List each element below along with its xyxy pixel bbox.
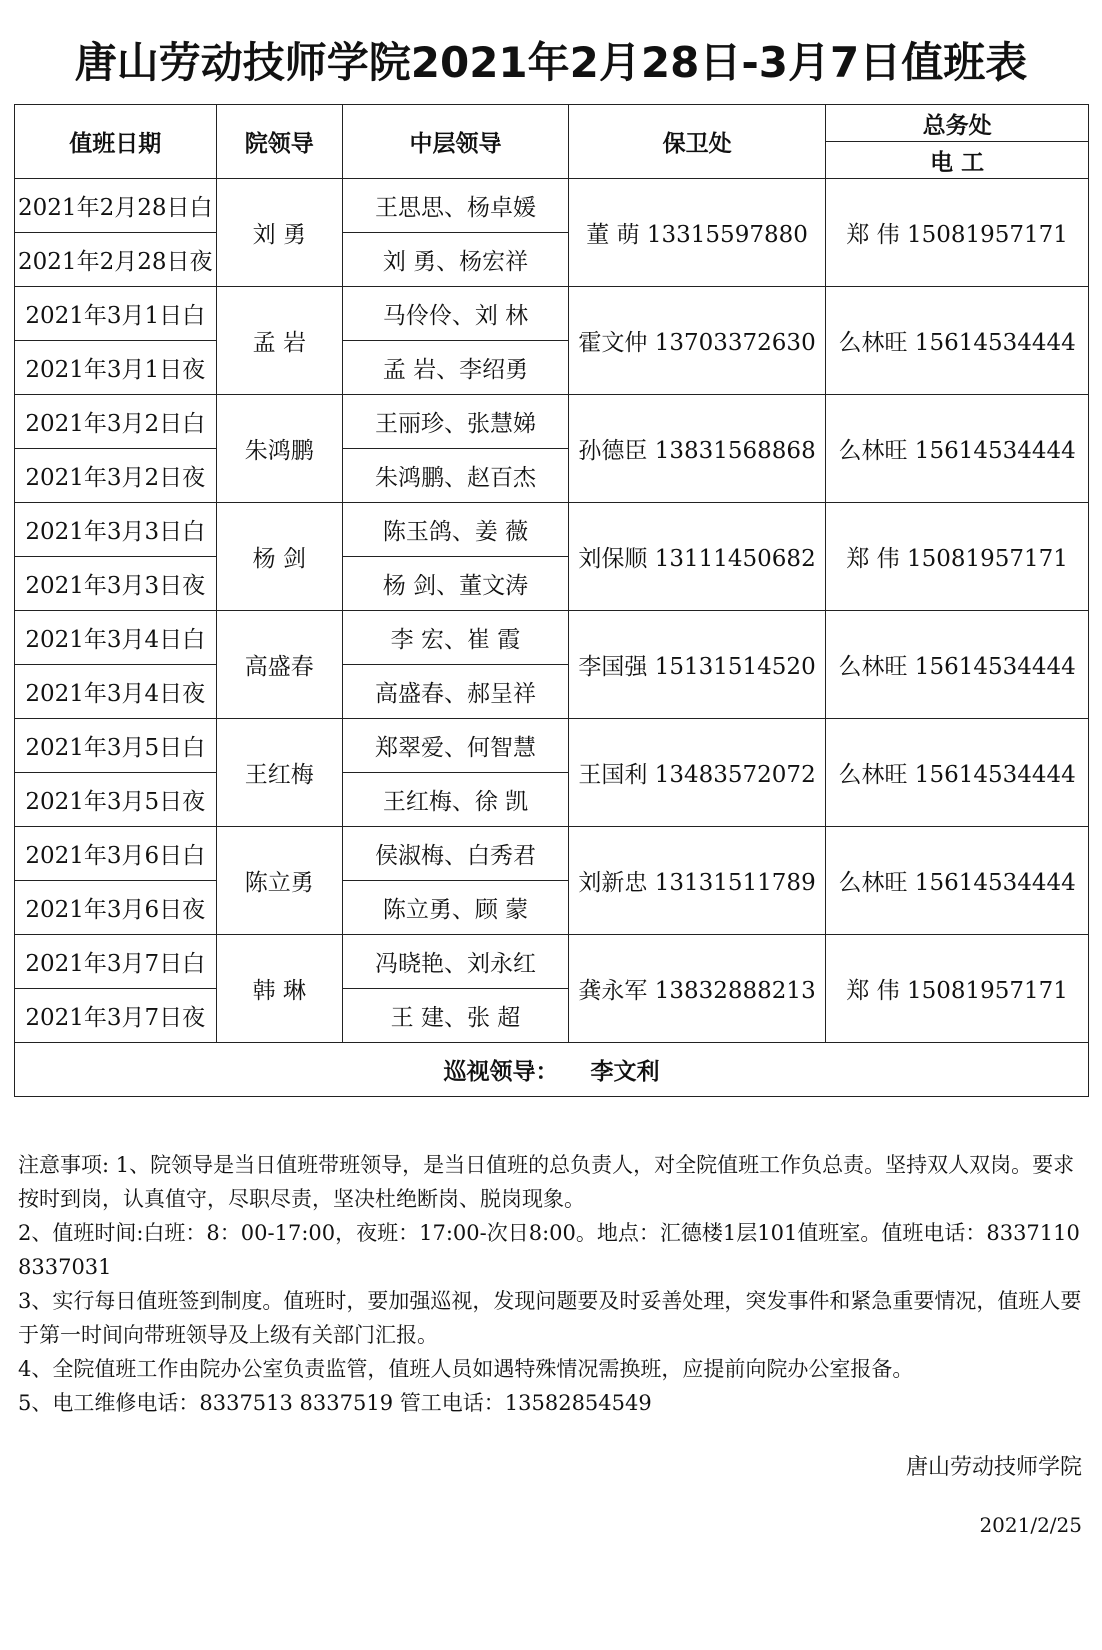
duty-table bbox=[14, 104, 1089, 1097]
date-cell-day: 2021年3月5日白 bbox=[15, 719, 217, 773]
note-5: 5、电工维修电话：8337513 8337519 管工电话：13582854549 bbox=[18, 1391, 652, 1415]
electrician-cell: 么林旺 15614534444 bbox=[826, 611, 1089, 719]
leader-cell: 王红梅 bbox=[216, 719, 343, 827]
organization-signature: 唐山劳动技师学院 bbox=[905, 1455, 1082, 1480]
middle-leader-cell-night: 刘 勇、杨宏祥 bbox=[343, 233, 569, 287]
security-cell: 孙德臣 13831568868 bbox=[568, 395, 825, 503]
date-cell-night: 2021年3月2日夜 bbox=[15, 449, 217, 503]
patrol-cell bbox=[15, 1043, 1089, 1097]
date-cell-day: 2021年3月2日白 bbox=[15, 395, 217, 449]
middle-leader-cell-night: 高盛春、郝呈祥 bbox=[343, 665, 569, 719]
security-cell: 龚永军 13832888213 bbox=[568, 935, 825, 1043]
leader-cell: 韩 琳 bbox=[216, 935, 343, 1043]
middle-leader-cell-day: 侯淑梅、白秀君 bbox=[343, 827, 569, 881]
middle-leader-cell-day: 王思思、杨卓媛 bbox=[343, 179, 569, 233]
date-cell-night: 2021年3月7日夜 bbox=[15, 989, 217, 1043]
leader-cell: 杨 剑 bbox=[216, 503, 343, 611]
security-cell: 李国强 15131514520 bbox=[568, 611, 825, 719]
date-cell-day: 2021年3月6日白 bbox=[15, 827, 217, 881]
middle-leader-cell-day: 李 宏、崔 霞 bbox=[343, 611, 569, 665]
middle-leader-cell-night: 杨 剑、董文涛 bbox=[343, 557, 569, 611]
date-cell-day: 2021年3月4日白 bbox=[15, 611, 217, 665]
page-title: 唐山劳动技师学院2021年2月28日-3月7日值班表 bbox=[74, 38, 1028, 87]
leader-cell: 孟 岩 bbox=[216, 287, 343, 395]
note-3: 3、实行每日值班签到制度。值班时，要加强巡视，发现问题要及时妥善处理，突发事件和紧急重要情况，值班人要于第一时间向带班领导及上级有关部门汇报。 bbox=[18, 1289, 1082, 1347]
date-cell-night: 2021年3月6日夜 bbox=[15, 881, 217, 935]
electrician-cell: 么林旺 15614534444 bbox=[826, 287, 1089, 395]
note-2: 2、值班时间:白班：8：00-17:00，夜班：17:00-次日8:00。地点：汇德楼1层101值班室。值班电话：8337110 8337031 bbox=[18, 1221, 1080, 1279]
duty-row-day bbox=[15, 503, 1089, 557]
security-cell: 霍文仲 13703372630 bbox=[568, 287, 825, 395]
electrician-cell: 么林旺 15614534444 bbox=[826, 719, 1089, 827]
note-1: 注意事项: 1、院领导是当日值班带班领导，是当日值班的总负责人，对全院值班工作负总责。坚持双人双岗。要求按时到岗，认真值守，尽职尽责，坚决杜绝断岗、脱岗现象。 bbox=[18, 1153, 1075, 1211]
middle-leader-cell-day: 郑翠爱、何智慧 bbox=[343, 719, 569, 773]
duty-row-day bbox=[15, 179, 1089, 233]
notes bbox=[18, 1148, 1093, 1420]
security-cell: 刘保顺 13111450682 bbox=[568, 503, 825, 611]
electrician-cell: 郑 伟 15081957171 bbox=[826, 503, 1089, 611]
electrician-cell: 郑 伟 15081957171 bbox=[826, 935, 1089, 1043]
middle-leader-cell-day: 马伶伶、刘 林 bbox=[343, 287, 569, 341]
duty-row-day bbox=[15, 827, 1089, 881]
middle-leader-cell-night: 王红梅、徐 凯 bbox=[343, 773, 569, 827]
header-security: 保卫处 bbox=[568, 105, 825, 179]
middle-leader-cell-day: 陈玉鸽、姜 薇 bbox=[343, 503, 569, 557]
middle-leader-cell-night: 朱鸿鹏、赵百杰 bbox=[343, 449, 569, 503]
middle-leader-cell-night: 陈立勇、顾 蒙 bbox=[343, 881, 569, 935]
leader-cell: 陈立勇 bbox=[216, 827, 343, 935]
date-cell-night: 2021年3月4日夜 bbox=[15, 665, 217, 719]
electrician-cell: 么林旺 15614534444 bbox=[826, 827, 1089, 935]
patrol-name: 李文利 bbox=[590, 1059, 660, 1085]
electrician-cell: 郑 伟 15081957171 bbox=[826, 179, 1089, 287]
date-cell-night: 2021年3月3日夜 bbox=[15, 557, 217, 611]
duty-row-day bbox=[15, 935, 1089, 989]
middle-leader-cell-day: 王丽珍、张慧娣 bbox=[343, 395, 569, 449]
patrol-row bbox=[15, 1043, 1089, 1097]
middle-leader-cell-night: 孟 岩、李绍勇 bbox=[343, 341, 569, 395]
header-general-affairs: 总务处 bbox=[826, 105, 1089, 142]
security-cell: 刘新忠 13131511789 bbox=[568, 827, 825, 935]
leader-cell: 高盛春 bbox=[216, 611, 343, 719]
middle-leader-cell-night: 王 建、张 超 bbox=[343, 989, 569, 1043]
security-cell: 董 萌 13315597880 bbox=[568, 179, 825, 287]
note-4: 4、全院值班工作由院办公室负责监管，值班人员如遇特殊情况需换班，应提前向院办公室报备。 bbox=[18, 1357, 914, 1381]
date-cell-day: 2021年3月7日白 bbox=[15, 935, 217, 989]
security-cell: 王国利 13483572072 bbox=[568, 719, 825, 827]
duty-table-body bbox=[15, 179, 1089, 1043]
leader-cell: 朱鸿鹏 bbox=[216, 395, 343, 503]
date-cell-night: 2021年2月28日夜 bbox=[15, 233, 217, 287]
header-date: 值班日期 bbox=[15, 105, 217, 179]
header-electrician: 电 工 bbox=[826, 142, 1089, 179]
date-cell-night: 2021年3月1日夜 bbox=[15, 341, 217, 395]
duty-row-day bbox=[15, 287, 1089, 341]
patrol-label: 巡视领导： bbox=[443, 1059, 559, 1085]
date-cell-day: 2021年3月1日白 bbox=[15, 287, 217, 341]
header-leader: 院领导 bbox=[216, 105, 343, 179]
middle-leader-cell-day: 冯晓艳、刘永红 bbox=[343, 935, 569, 989]
duty-row-day bbox=[15, 611, 1089, 665]
date-cell-day: 2021年3月3日白 bbox=[15, 503, 217, 557]
duty-row-day bbox=[15, 719, 1089, 773]
header-middle: 中层领导 bbox=[343, 105, 569, 179]
date-cell-day: 2021年2月28日白 bbox=[15, 179, 217, 233]
electrician-cell: 么林旺 15614534444 bbox=[826, 395, 1089, 503]
leader-cell: 刘 勇 bbox=[216, 179, 343, 287]
duty-row-day bbox=[15, 395, 1089, 449]
date-cell-night: 2021年3月5日夜 bbox=[15, 773, 217, 827]
issue-date: 2021/2/25 bbox=[979, 1513, 1082, 1537]
